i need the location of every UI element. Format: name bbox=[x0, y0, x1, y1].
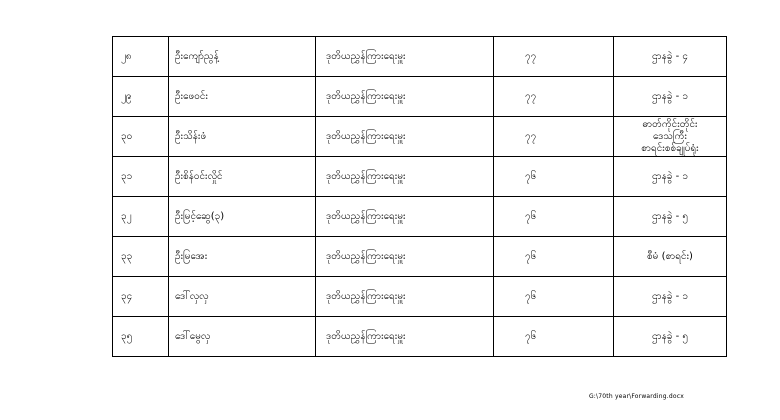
remark-cell bbox=[614, 277, 727, 317]
table-row bbox=[113, 77, 727, 117]
person-name: ဦးမြအေး bbox=[169, 237, 316, 277]
table-row bbox=[113, 277, 727, 317]
person-name: ဦးသိန်းဖံ bbox=[169, 117, 316, 157]
row-number: ၃၀ bbox=[113, 117, 169, 157]
row-number: ၂၉ bbox=[113, 77, 169, 117]
personnel-table bbox=[112, 36, 727, 357]
remark-line: ဌာနခွဲ - ၄ bbox=[651, 50, 689, 62]
age-value: ၇၆ bbox=[494, 197, 614, 237]
document-file-path: G:\70th year\Forwarding.docx bbox=[588, 393, 684, 400]
remark-line: ဌာနခွဲ - ၅ bbox=[651, 330, 689, 342]
remark-line: ဓာတ်ကိုင်းတိုင်း bbox=[642, 118, 698, 130]
person-name: ဦးကျော်ညွန့် bbox=[169, 37, 316, 77]
remark-cell bbox=[614, 117, 727, 157]
age-value: ၇၆ bbox=[494, 317, 614, 357]
remark-line: ဌာနခွဲ - ၁ bbox=[651, 290, 689, 302]
remark-line: ဒေသကြီး bbox=[653, 130, 687, 142]
person-name: ဦးစိန်ဝင်းလှိုင် bbox=[169, 157, 316, 197]
position-title: ဒုတိယညွှန်ကြားရေးမှူး bbox=[316, 37, 494, 77]
remark-cell bbox=[614, 197, 727, 237]
table-row bbox=[113, 197, 727, 237]
remark-cell bbox=[614, 77, 727, 117]
table-row bbox=[113, 117, 727, 157]
remark-line: စာရင်းစစ်ချုပ်ရုံး bbox=[641, 142, 699, 154]
age-value: ၇၆ bbox=[494, 157, 614, 197]
row-number: ၃၂ bbox=[113, 197, 169, 237]
position-title: ဒုတိယညွှန်ကြားရေးမှူး bbox=[316, 317, 494, 357]
remark-line: စီမံ (စာရင်း) bbox=[647, 250, 693, 262]
person-name: ဦးမြင့်ဆွေ(၃) bbox=[169, 197, 316, 237]
position-title: ဒုတိယညွှန်ကြားရေးမှူး bbox=[316, 197, 494, 237]
age-value: ၇၆ bbox=[494, 277, 614, 317]
table-row bbox=[113, 237, 727, 277]
position-title: ဒုတိယညွှန်ကြားရေးမှူး bbox=[316, 237, 494, 277]
age-value: ၇၇ bbox=[494, 37, 614, 77]
person-name: ဦးဖေဝင်း bbox=[169, 77, 316, 117]
remark-cell bbox=[614, 317, 727, 357]
age-value: ၇၇ bbox=[494, 117, 614, 157]
age-value: ၇၇ bbox=[494, 77, 614, 117]
row-number: ၃၁ bbox=[113, 157, 169, 197]
table-row bbox=[113, 37, 727, 77]
remark-cell bbox=[614, 157, 727, 197]
table-row bbox=[113, 317, 727, 357]
row-number: ၂၈ bbox=[113, 37, 169, 77]
row-number: ၃၄ bbox=[113, 277, 169, 317]
position-title: ဒုတိယညွှန်ကြားရေးမှူး bbox=[316, 277, 494, 317]
person-name: ဒေါ်လှလှ bbox=[169, 277, 316, 317]
person-name: ဒေါ်မွေလှ bbox=[169, 317, 316, 357]
position-title: ဒုတိယညွှန်ကြားရေးမှူး bbox=[316, 117, 494, 157]
remark-cell bbox=[614, 37, 727, 77]
row-number: ၃၅ bbox=[113, 317, 169, 357]
remark-line: ဌာနခွဲ - ၅ bbox=[651, 210, 689, 222]
age-value: ၇၆ bbox=[494, 237, 614, 277]
table-row bbox=[113, 157, 727, 197]
row-number: ၃၃ bbox=[113, 237, 169, 277]
remark-cell bbox=[614, 237, 727, 277]
remark-line: ဌာနခွဲ - ၁ bbox=[651, 170, 689, 182]
table-body bbox=[113, 37, 727, 357]
position-title: ဒုတိယညွှန်ကြားရေးမှူး bbox=[316, 77, 494, 117]
remark-line: ဌာနခွဲ - ၁ bbox=[651, 90, 689, 102]
position-title: ဒုတိယညွှန်ကြားရေးမှူး bbox=[316, 157, 494, 197]
